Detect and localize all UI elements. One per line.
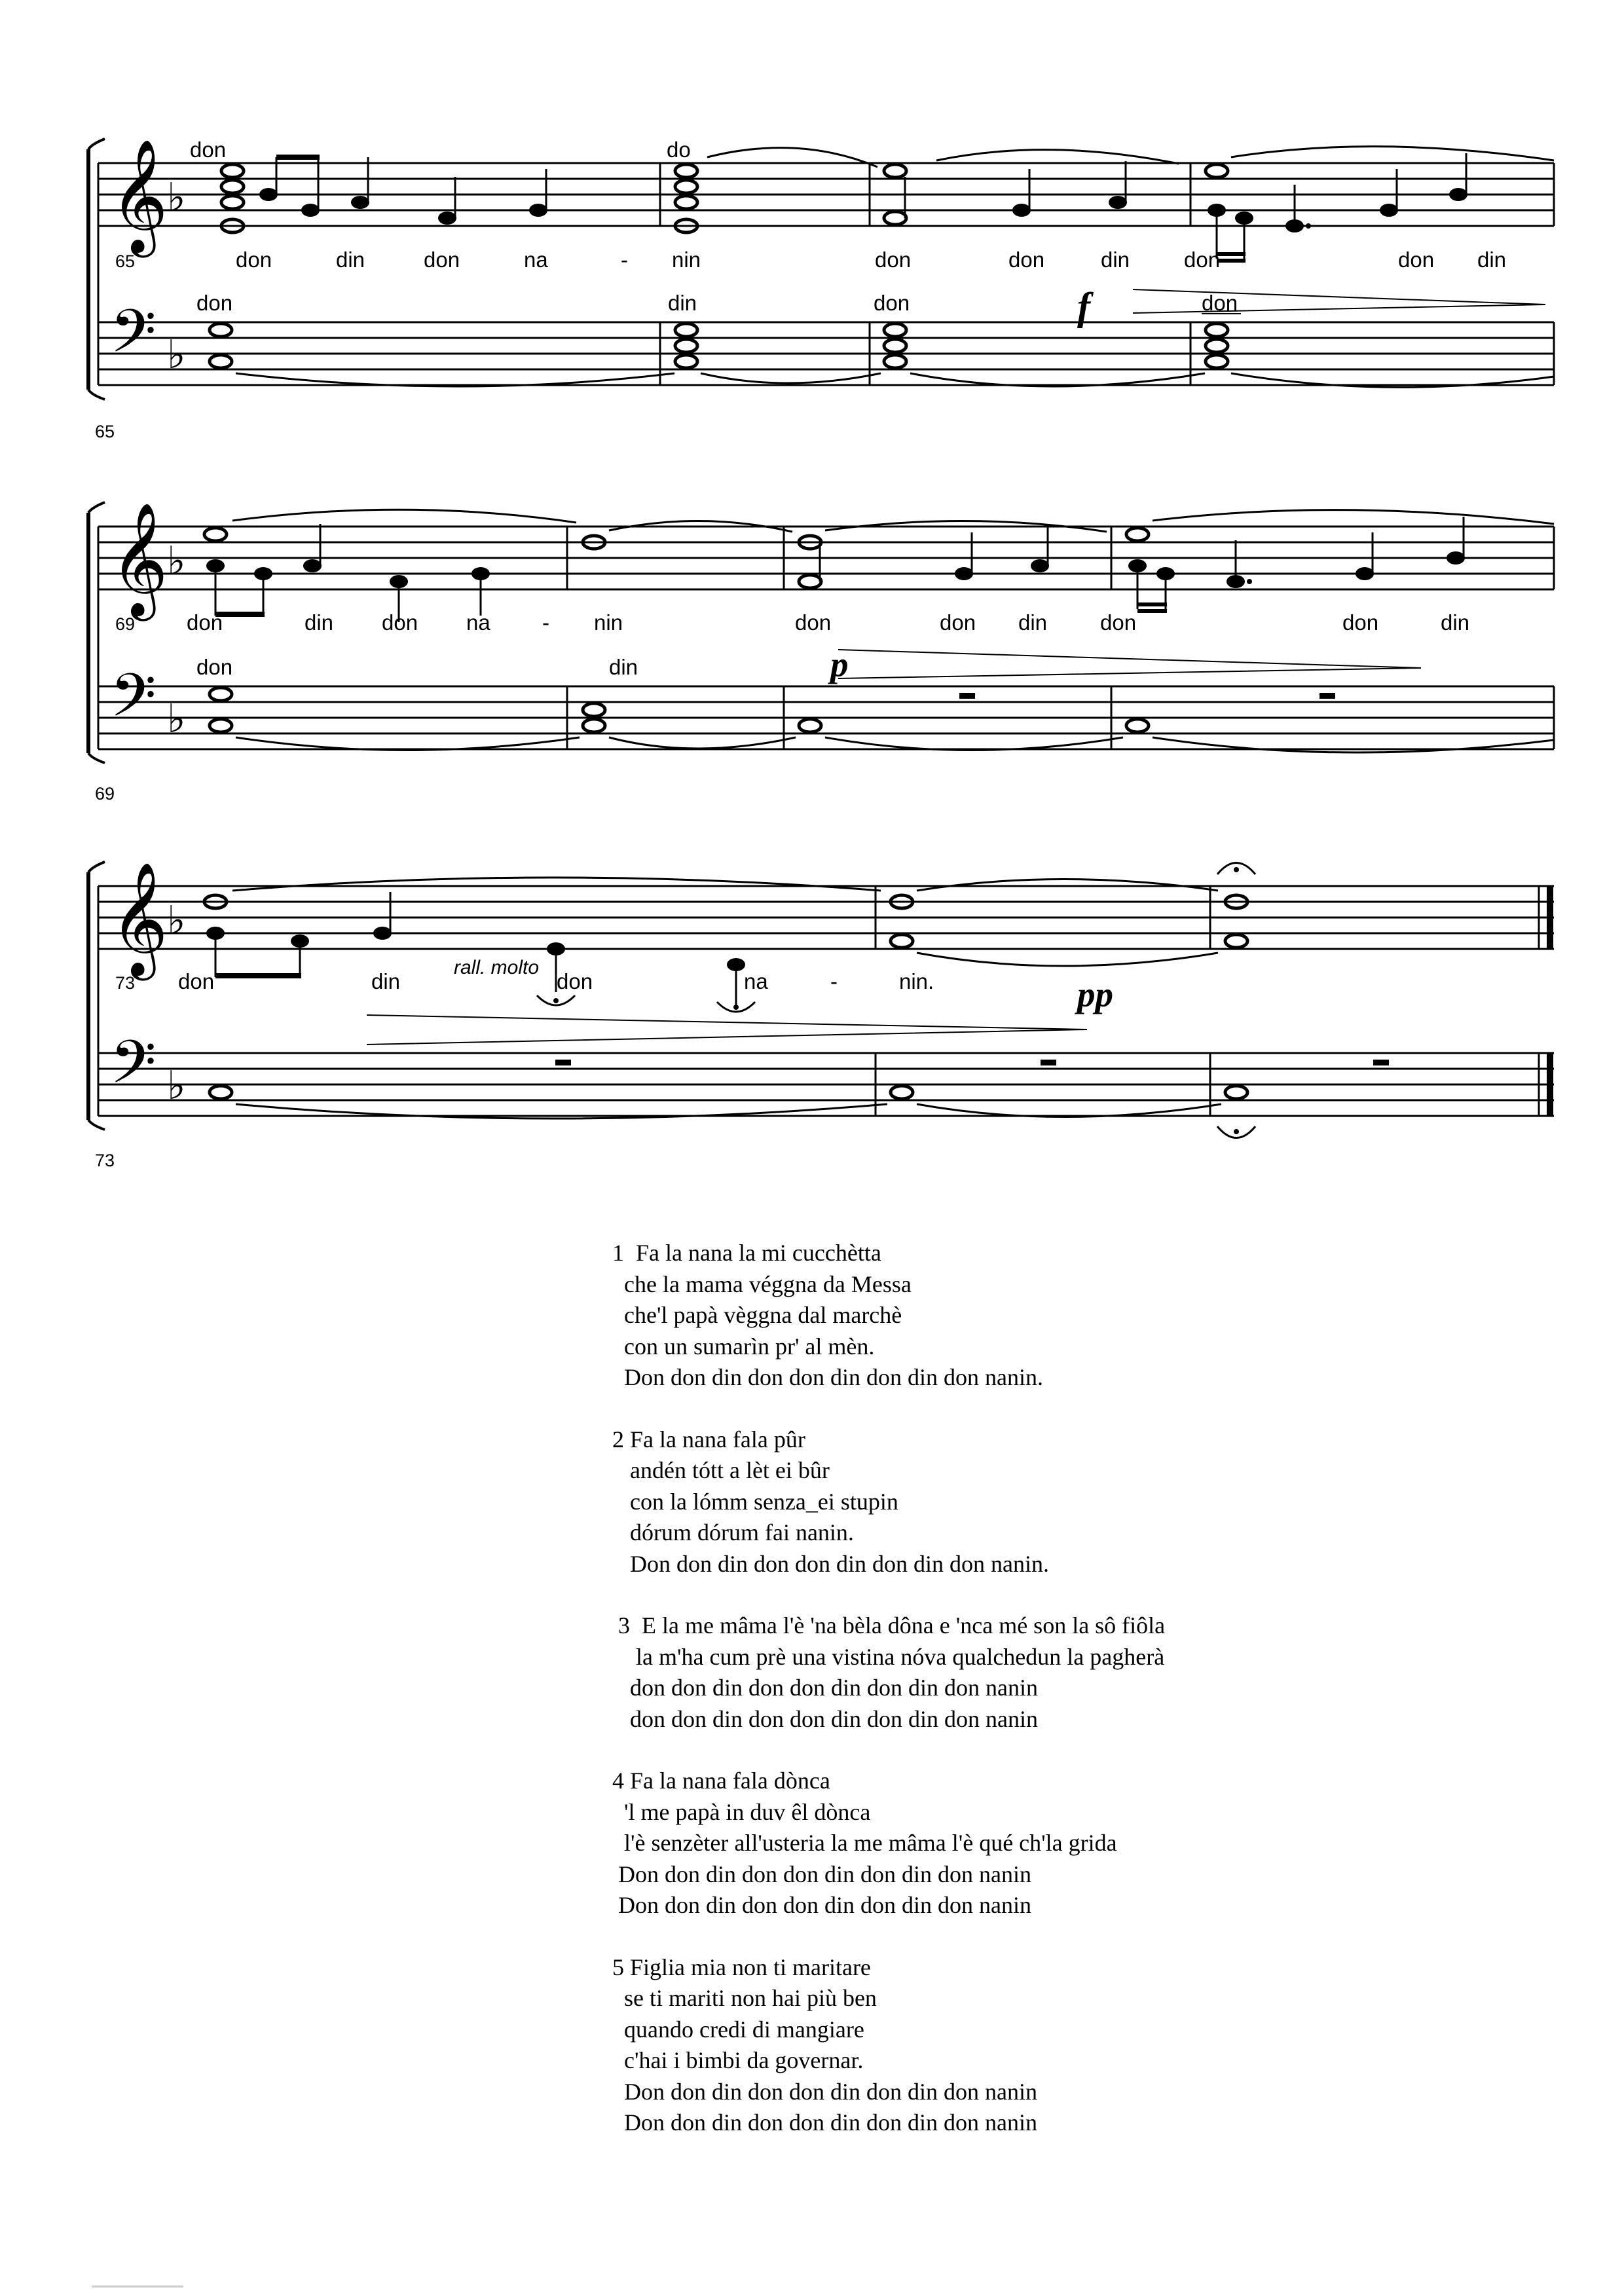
lyric-line: Don don din don don din don din don nanin.: [612, 1550, 1049, 1577]
syllable: do: [667, 138, 691, 162]
dynamic-marking: pp: [1077, 974, 1113, 1014]
syllable: don: [236, 248, 272, 272]
syllable: don: [875, 248, 912, 272]
syllable: don: [196, 655, 233, 679]
flat-sign-icon: ♭: [167, 898, 186, 944]
syllable: na: [744, 969, 768, 993]
lyric-line: quando credi di mangiare: [612, 2016, 864, 2043]
syllable: nin.: [899, 969, 934, 993]
syllable: din: [1477, 248, 1507, 272]
lyric-line: con la lómm senza_ei stupin: [612, 1488, 898, 1515]
syllable: -: [621, 248, 628, 272]
lyric-line: con un sumarìn pr' al mèn.: [612, 1333, 875, 1360]
measure-number: 65: [115, 251, 136, 271]
flat-sign-icon: ♭: [167, 175, 186, 221]
lyric-line: Don don din don don din don din don nanin: [612, 1861, 1031, 1887]
lyric-line: c'hai i bimbi da governar.: [612, 2047, 864, 2073]
lyric-line: 4 Fa la nana fala dònca: [612, 1768, 830, 1794]
lyric-line: 1 Fa la nana la mi cucchètta: [612, 1240, 881, 1266]
lyrics-stanza: [612, 1952, 1464, 2139]
lyrics-stanza: [612, 1610, 1464, 1735]
lyric-line: l'è senzèter all'usteria la me mâma l'è qué ch'la grida: [612, 1830, 1117, 1856]
lyric-line: Don don din don don din don din don nanin: [612, 1892, 1031, 1918]
syllable: don: [1184, 248, 1221, 272]
syllable: din: [371, 969, 401, 993]
tempo-marking: rall. molto: [454, 957, 540, 978]
lyric-line: andén tótt a lèt ei bûr: [612, 1457, 830, 1483]
lyric-line: dórum dórum fai nanin.: [612, 1519, 854, 1546]
syllable: din: [1441, 610, 1470, 635]
lyric-line: 'l me papà in duv êl dònca: [612, 1798, 871, 1825]
flat-sign-icon: ♭: [167, 696, 186, 742]
lyrics-stanza: [612, 1238, 1464, 1394]
bass-clef-icon: 𝄢: [110, 661, 157, 745]
measure-number: 73: [115, 973, 136, 993]
flat-sign-icon: ♭: [167, 1063, 186, 1109]
syllable: don: [874, 291, 910, 315]
measure-number: 73: [95, 1151, 115, 1170]
dynamic-marking: p: [830, 644, 849, 684]
lyrics-stanza: [612, 1424, 1464, 1580]
bass-clef-icon: 𝄢: [110, 297, 157, 380]
lyrics-stanza: [612, 1766, 1464, 1921]
syllable: din: [1018, 610, 1048, 635]
lyric-line: don don din don don din don din don nanin: [612, 1675, 1038, 1701]
lyric-line: che la mama véggna da Messa: [612, 1270, 912, 1297]
syllable: din: [304, 610, 334, 635]
treble-clef-icon: 𝄞: [110, 862, 168, 976]
syllable: don: [190, 138, 227, 162]
scan-artifact: [92, 2286, 183, 2287]
syllable: don: [1100, 610, 1137, 635]
syllable: nin: [594, 610, 623, 635]
flat-sign-icon: ♭: [167, 332, 186, 378]
bass-clef-icon: 𝄢: [110, 1028, 157, 1111]
syllable: don: [795, 610, 832, 635]
lyric-line: 2 Fa la nana fala pûr: [612, 1426, 805, 1453]
treble-clef-icon: 𝄞: [110, 502, 168, 616]
lyric-line: Don don din don don din don din don nanin.: [612, 1364, 1043, 1390]
syllable: don: [557, 969, 593, 993]
syllable: din: [668, 291, 697, 315]
syllable: -: [830, 969, 838, 993]
lyric-line: 5 Figlia mia non ti maritare: [612, 1953, 871, 1980]
syllable: don: [424, 248, 460, 272]
syllable: -: [542, 610, 549, 635]
syllable: na: [466, 610, 490, 635]
syllable: din: [336, 248, 365, 272]
syllable: nin: [672, 248, 701, 272]
syllable: don: [1008, 248, 1045, 272]
lyric-line: se ti mariti non hai più ben: [612, 1985, 877, 2011]
measure-number: 69: [115, 614, 136, 634]
lyrics-block: [612, 1238, 1464, 2170]
syllable: don: [178, 969, 215, 993]
syllable: don: [1342, 610, 1379, 635]
lyric-line: 3 E la me mâma l'è 'na bèla dôna e 'nca mé son la sô fiôla: [612, 1612, 1166, 1639]
syllable: don: [382, 610, 418, 635]
syllable: don: [1202, 291, 1238, 315]
syllable: don: [940, 610, 976, 635]
flat-sign-icon: ♭: [167, 538, 186, 584]
syllable: don: [196, 291, 233, 315]
dynamic-marking: f: [1077, 285, 1090, 328]
syllable: na: [524, 248, 548, 272]
syllable: don: [1398, 248, 1435, 272]
lyric-line: Don don din don don din don din don nanin: [612, 2078, 1037, 2105]
treble-clef-icon: 𝄞: [110, 139, 168, 253]
lyric-line: che'l papà vèggna dal marchè: [612, 1302, 902, 1328]
measure-number: 65: [95, 422, 115, 441]
measure-number: 69: [95, 784, 115, 804]
syllable: don: [187, 610, 223, 635]
syllable: din: [1101, 248, 1130, 272]
lyric-line: la m'ha cum prè una vistina nóva qualchedun la pagherà: [612, 1643, 1165, 1670]
syllable: din: [609, 655, 638, 679]
lyric-line: don don din don don din don din don nanin: [612, 1705, 1038, 1732]
lyric-line: Don don din don don din don din don nanin: [612, 2109, 1037, 2136]
